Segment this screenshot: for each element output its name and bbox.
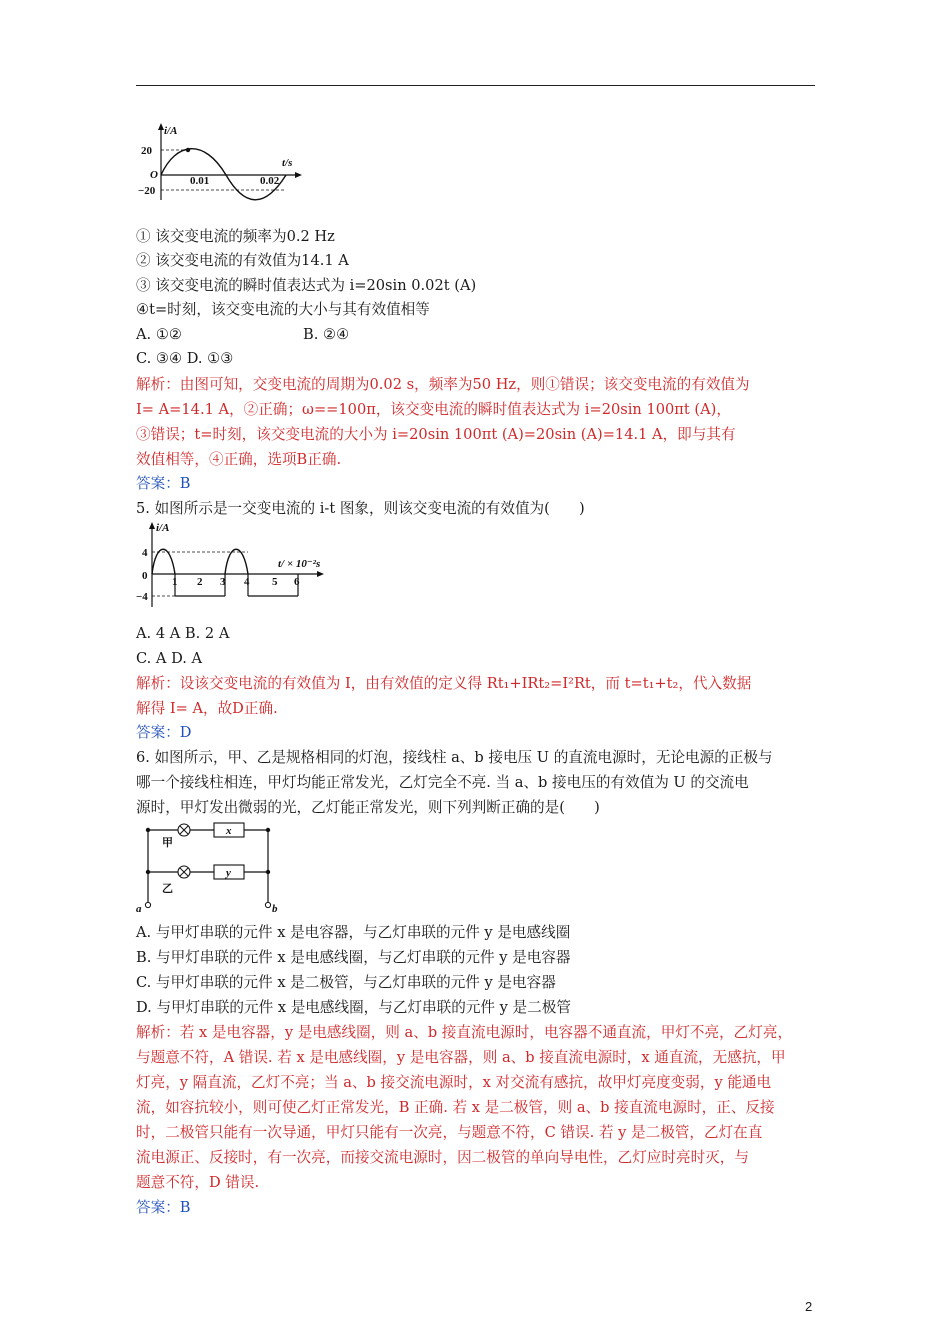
q4-analysis-line-1: 解析：由图可知，交变电流的周期为0.02 s，频率为50 Hz，则①错误；该交变电流的有效值为: [136, 376, 750, 393]
circuit-diagram: [136, 818, 286, 916]
header-rule: [136, 85, 815, 86]
fig2-tick-6: 6: [294, 576, 300, 588]
q5-answer: 答案：D: [136, 724, 192, 741]
fig3-term-a: a: [136, 903, 142, 915]
q6-stem-line-3: 源时，甲灯发出微弱的光，乙灯能正常发光，则下列判断正确的是( ): [136, 799, 600, 816]
fig2-y-pos: 4: [142, 547, 148, 559]
fig3-term-b: b: [272, 903, 278, 915]
q4-analysis-line-3: ③错误；t=时刻，该交变电流的大小为 i=20sin 100πt (A)=20sin (A)=14.1 A，即与其有: [136, 426, 736, 443]
page-number: 2: [805, 1299, 813, 1314]
fig2-origin: 0: [142, 570, 148, 582]
q5-stem: 5. 如图所示是一交变电流的 i-t 图象，则该交变电流的有效值为( ): [136, 500, 585, 517]
fig3-lamp-jia: 甲: [162, 837, 173, 849]
q4-option-4: ④t=时刻，该交变电流的大小与其有效值相等: [136, 301, 430, 318]
half-wave-graph: [136, 519, 336, 609]
fig2-tick-5: 5: [272, 576, 278, 588]
q6-analysis-line-6: 流电源正、反接时，有一次亮，而接交流电源时，因二极管的单向导电性，乙灯应时亮时灭，与: [136, 1149, 749, 1166]
fig1-y-neg: −20: [138, 185, 156, 197]
fig1-axis-x: t/s: [282, 157, 293, 169]
fig3-lamp-yi: 乙: [162, 883, 173, 895]
q6-stem-line-1: 6. 如图所示，甲、乙是规格相同的灯泡，接线柱 a、b 接电压 U 的直流电源时，无论电源的正极与: [136, 749, 773, 766]
q5-analysis-line-1: 解析：设该交变电流的有效值为 I，由有效值的定义得 Rt₁+IRt₂=I²Rt，而 t=t₁+t₂，代入数据: [136, 675, 752, 692]
q4-option-2: ② 该交变电流的有效值为14.1 A: [136, 252, 349, 269]
fig2-y-neg: −4: [136, 591, 148, 603]
fig2-axis-x: t/ × 10⁻²s: [278, 558, 321, 570]
q5-analysis-line-2: 解得 I= A，故D正确.: [136, 700, 278, 717]
fig1-axis-y: i/A: [164, 125, 178, 137]
q4-answer: 答案：B: [136, 475, 191, 492]
fig3-comp-x: x: [226, 825, 232, 837]
q6-analysis-line-2: 与题意不符，A 错误. 若 x 是电感线圈，y 是电容器，则 a、b 接直流电源时，x 通直流，无感抗，甲: [136, 1049, 786, 1066]
q4-analysis-line-4: 效值相等，④正确，选项B正确.: [136, 451, 342, 468]
fig2-tick-1: 1: [172, 576, 178, 588]
q5-choices-ab: A. 4 A B. 2 A: [136, 625, 230, 642]
q6-analysis-line-1: 解析：若 x 是电容器，y 是电感线圈，则 a、b 接直流电源时，电容器不通直流，甲灯不亮，乙灯亮，: [136, 1024, 793, 1041]
q6-option-b: B. 与甲灯串联的元件 x 是电感线圈，与乙灯串联的元件 y 是电容器: [136, 949, 571, 966]
q4-choices-cd: C. ③④ D. ①③: [136, 350, 234, 367]
q4-analysis-line-2: I= A=14.1 A，②正确；ω==100π，该交变电流的瞬时值表达式为 i=20sin 100πt (A)，: [136, 401, 731, 418]
fig2-tick-2: 2: [197, 576, 203, 588]
fig3-comp-y: y: [226, 867, 231, 879]
q6-analysis-line-3: 灯亮，y 隔直流，乙灯不亮；当 a、b 接交流电源时，x 对交流有感抗，故甲灯亮度变弱，y 能通电: [136, 1074, 772, 1091]
fig1-origin: O: [150, 169, 158, 181]
q4-choice-a: A. ①②: [136, 326, 182, 343]
q5-choices-cd: C. A D. A: [136, 650, 203, 667]
q6-analysis-line-4: 流，如容抗较小，则可使乙灯正常发光，B 正确. 若 x 是二极管，则 a、b 接直流电源时，正、反接: [136, 1099, 775, 1116]
fig1-y-pos: 20: [141, 145, 152, 157]
fig2-axis-y: i/A: [156, 522, 170, 534]
q4-option-1: ① 该交变电流的频率为0.2 Hz: [136, 228, 335, 245]
fig2-tick-3: 3: [220, 576, 226, 588]
sine-wave-graph: [136, 120, 306, 205]
q6-option-a: A. 与甲灯串联的元件 x 是电容器，与乙灯串联的元件 y 是电感线圈: [136, 924, 571, 941]
fig1-t1: 0.01: [190, 175, 210, 187]
q6-answer: 答案：B: [136, 1199, 191, 1216]
q6-stem-line-2: 哪一个接线柱相连，甲灯均能正常发光，乙灯完全不亮. 当 a、b 接电压的有效值为 U 的交流电: [136, 774, 749, 791]
q6-option-c: C. 与甲灯串联的元件 x 是二极管，与乙灯串联的元件 y 是电容器: [136, 974, 556, 991]
q4-choice-b: B. ②④: [303, 326, 350, 343]
q4-option-3: ③ 该交变电流的瞬时值表达式为 i=20sin 0.02t (A): [136, 277, 477, 294]
fig1-t2: 0.02: [260, 175, 280, 187]
fig2-tick-4: 4: [244, 576, 250, 588]
q6-analysis-line-5: 时，二极管只能有一次导通，甲灯只能有一次亮，与题意不符，C 错误. 若 y 是二极管，乙灯在直: [136, 1124, 763, 1141]
q6-option-d: D. 与甲灯串联的元件 x 是电感线圈，与乙灯串联的元件 y 是二极管: [136, 999, 571, 1016]
q6-analysis-line-7: 题意不符，D 错误.: [136, 1174, 260, 1191]
